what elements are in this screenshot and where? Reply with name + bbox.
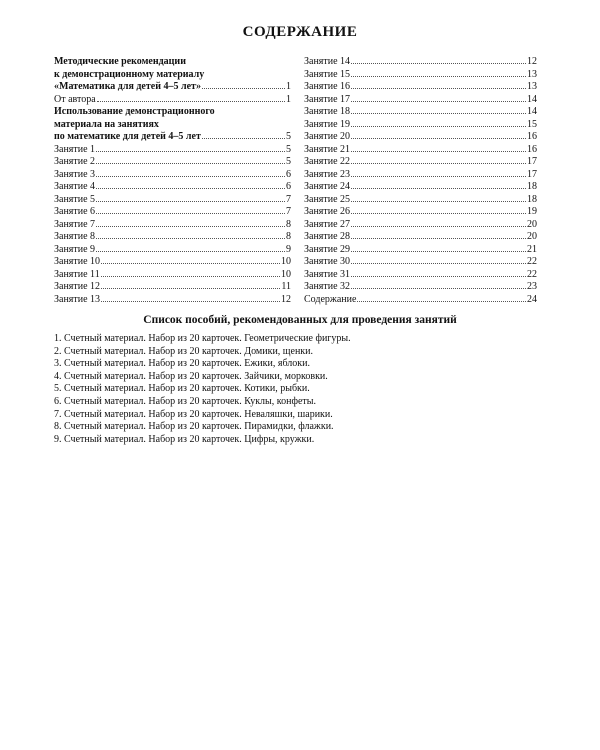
toc-entry-title: Занятие 25 [304, 193, 351, 205]
toc-entry-title: Занятие 32 [304, 281, 351, 292]
toc-entry-title: Занятие 1 [54, 143, 96, 155]
toc-leader-dots [96, 213, 285, 214]
toc-entry [304, 81, 537, 94]
toc-entry [54, 181, 291, 194]
toc-entry-page: 5 [286, 131, 291, 142]
toc-entry-title: Занятие 23 [304, 168, 351, 180]
toc-entry-page: 18 [527, 193, 537, 205]
toc-entry [54, 244, 291, 257]
toc-entry [304, 269, 537, 282]
toc-entry [304, 219, 537, 232]
materials-list-item: 9. Счетный материал. Набор из 20 карточек. Цифры, кружки. [54, 433, 315, 445]
toc-entry [54, 194, 291, 207]
toc-entry [54, 94, 291, 107]
toc-leader-dots [96, 188, 285, 189]
toc-heading-line: Методические рекомендации [54, 56, 186, 67]
page-title: СОДЕРЖАНИЕ [242, 24, 358, 40]
materials-list-item: 1. Счетный материал. Набор из 20 карточек. Геометрические фигуры. [54, 333, 351, 344]
toc-entry-page: 19 [527, 206, 537, 217]
toc-leader-dots [351, 113, 526, 114]
toc-entry [304, 231, 537, 244]
toc-entry [304, 181, 537, 194]
toc-leader-dots [351, 163, 526, 164]
toc-entry [54, 131, 291, 144]
toc-leader-dots [351, 226, 526, 227]
toc-entry-title: Занятие 11 [54, 268, 100, 280]
toc-entry [54, 206, 291, 219]
materials-list-item: 7. Счетный материал. Набор из 20 карточек. Неваляшки, шарики. [54, 408, 333, 420]
toc-entry-page: 22 [527, 268, 537, 280]
toc-entry-page: 13 [527, 81, 537, 92]
toc-entry-page: 5 [286, 156, 291, 167]
toc-leader-dots [202, 88, 285, 89]
toc-entry-title: Занятие 9 [54, 243, 96, 255]
toc-entry-page: 1 [286, 93, 291, 105]
toc-entry-page: 24 [527, 293, 537, 305]
toc-right-column [304, 56, 537, 306]
toc-leader-dots [351, 138, 526, 139]
toc-heading-line: к демонстрационному материалу [54, 68, 205, 80]
toc-entry [54, 144, 291, 157]
toc-leader-dots [96, 226, 285, 227]
toc-entry [304, 106, 537, 119]
toc-entry [304, 244, 537, 257]
toc-leader-dots [351, 126, 526, 127]
toc-entry [304, 206, 537, 219]
toc-entry [54, 256, 291, 269]
toc-leader-dots [96, 176, 285, 177]
toc-entry-page: 21 [527, 243, 537, 255]
toc-entry-title: Занятие 7 [54, 218, 96, 230]
toc-leader-dots [96, 251, 285, 252]
toc-entry [304, 256, 537, 269]
materials-list-item: 6. Счетный материал. Набор из 20 карточек. Куклы, конфеты. [54, 395, 316, 407]
materials-list-item: 3. Счетный материал. Набор из 20 карточек. Ежики, яблоки. [54, 358, 311, 370]
toc-entry-title: Занятие 24 [304, 181, 351, 192]
toc-entry-page: 5 [286, 143, 291, 155]
toc-entry-page: 9 [286, 243, 291, 255]
toc-entry-title: Занятие 17 [304, 93, 351, 105]
toc-entry-page: 7 [286, 193, 291, 205]
toc-leader-dots [351, 151, 526, 152]
toc-leader-dots [351, 101, 526, 102]
toc-entry-title: Занятие 13 [54, 293, 101, 305]
toc-entry-title: От автора [54, 93, 96, 105]
materials-list [54, 333, 554, 446]
toc-leader-dots [96, 238, 285, 239]
toc-entry-page: 22 [527, 256, 537, 267]
toc-leader-dots [101, 263, 280, 264]
toc-entry-page: 18 [527, 181, 537, 192]
toc-entry-page: 8 [286, 231, 291, 242]
toc-entry-page: 6 [286, 181, 291, 192]
toc-entry [304, 56, 537, 69]
toc-entry [304, 119, 537, 132]
toc-heading-line: Использование демонстрационного [54, 106, 215, 117]
toc-entry-page: 7 [286, 206, 291, 217]
toc-leader-dots [351, 276, 526, 277]
toc-entry-page: 10 [281, 256, 291, 267]
toc-leader-dots [101, 276, 280, 277]
toc-entry-title: Занятие 14 [304, 56, 351, 67]
toc-entry-title: Занятие 30 [304, 256, 351, 267]
toc-entry-page: 17 [527, 156, 537, 167]
materials-list-item: 4. Счетный материал. Набор из 20 карточек. Зайчики, морковки. [54, 370, 328, 382]
toc-entry-title: «Математика для детей 4–5 лет» [54, 81, 201, 92]
toc-leader-dots [351, 188, 526, 189]
toc-entry-title: Занятие 4 [54, 181, 96, 192]
toc-entry-page: 13 [527, 68, 537, 80]
toc-leader-dots [101, 288, 280, 289]
toc-entry [304, 194, 537, 207]
toc-entry [304, 156, 537, 169]
toc-leader-dots [101, 301, 280, 302]
toc-entry-title: Занятие 10 [54, 256, 101, 267]
toc-leader-dots [351, 76, 526, 77]
toc-entry-title: Занятие 16 [304, 81, 351, 92]
toc-entry [304, 294, 537, 307]
toc-entry-title: Занятие 2 [54, 156, 96, 167]
toc-entry-title: Занятие 5 [54, 193, 96, 205]
toc-heading-line: материала на занятиях [54, 118, 159, 130]
toc-entry-title: Занятие 12 [54, 281, 101, 292]
toc-entry [54, 169, 291, 182]
toc-entry-title: Занятие 28 [304, 231, 351, 242]
toc-entry [304, 94, 537, 107]
toc-leader-dots [351, 63, 526, 64]
toc-entry-title: Занятие 20 [304, 131, 351, 142]
materials-title: Список пособий, рекомендованных для проведения занятий [143, 314, 457, 326]
toc-entry [54, 156, 291, 169]
toc-entry-title: Занятие 19 [304, 118, 351, 130]
toc-entry-page: 17 [527, 168, 537, 180]
toc-entry-page: 14 [527, 106, 537, 117]
toc-entry-title: Занятие 26 [304, 206, 351, 217]
toc-entry [304, 281, 537, 294]
toc-entry-page: 20 [527, 231, 537, 242]
toc-entry-page: 20 [527, 218, 537, 230]
toc-entry-title: Занятие 3 [54, 168, 96, 180]
toc-leader-dots [351, 288, 526, 289]
toc-leader-dots [351, 176, 526, 177]
toc-left-column [54, 56, 291, 306]
toc-leader-dots [96, 201, 285, 202]
toc-entry-title: Занятие 15 [304, 68, 351, 80]
toc-entry-title: Занятие 21 [304, 143, 351, 155]
toc-leader-dots [351, 238, 526, 239]
toc-leader-dots [351, 88, 526, 89]
toc-entry-title: Занятие 8 [54, 231, 96, 242]
toc-entry-title: Занятие 6 [54, 206, 96, 217]
toc-leader-dots [357, 301, 526, 302]
toc-entry-title: Занятие 18 [304, 106, 351, 117]
toc-entry [304, 131, 537, 144]
toc-entry [304, 169, 537, 182]
toc-entry [54, 281, 291, 294]
toc-entry-page: 16 [527, 131, 537, 142]
toc-entry-page: 1 [286, 81, 291, 92]
toc-entry-page: 10 [281, 268, 291, 280]
toc-entry-page: 14 [527, 93, 537, 105]
toc-entry-title: Занятие 29 [304, 243, 351, 255]
toc-entry-title: по математике для детей 4–5 лет [54, 131, 201, 142]
toc-leader-dots [351, 263, 526, 264]
toc-lessons-list [54, 144, 291, 307]
toc-entry [54, 231, 291, 244]
toc-entry-page: 8 [286, 218, 291, 230]
toc-entry [54, 269, 291, 282]
toc-entry [304, 144, 537, 157]
toc-leader-dots [351, 251, 526, 252]
toc-entry-page: 6 [286, 168, 291, 180]
toc-entry-page: 15 [527, 118, 537, 130]
materials-list-item: 8. Счетный материал. Набор из 20 карточек. Пирамидки, флажки. [54, 421, 334, 433]
toc-leader-dots [202, 138, 285, 139]
toc-entry [304, 69, 537, 82]
toc-leader-dots [97, 101, 285, 102]
toc-entry-title: Занятие 31 [304, 268, 351, 280]
toc-entry [54, 294, 291, 307]
toc-leader-dots [351, 213, 526, 214]
toc-entry-page: 12 [281, 293, 291, 305]
toc-leader-dots [96, 163, 285, 164]
toc-entry-title: Занятие 22 [304, 156, 351, 167]
toc-entry-title: Содержание [304, 293, 357, 305]
toc-entry-title: Занятие 27 [304, 218, 351, 230]
toc-entry [54, 219, 291, 232]
materials-list-item: 5. Счетный материал. Набор из 20 карточек. Котики, рыбки. [54, 383, 310, 395]
toc-entry-page: 16 [527, 143, 537, 155]
toc-leader-dots [351, 201, 526, 202]
toc-entry-page: 23 [527, 281, 537, 292]
toc-entry-page: 12 [527, 56, 537, 67]
toc-entry [54, 81, 291, 94]
toc-leader-dots [96, 151, 285, 152]
materials-list-item: 2. Счетный материал. Набор из 20 карточек. Домики, щенки. [54, 345, 314, 357]
toc-entry-page: 11 [281, 281, 291, 292]
